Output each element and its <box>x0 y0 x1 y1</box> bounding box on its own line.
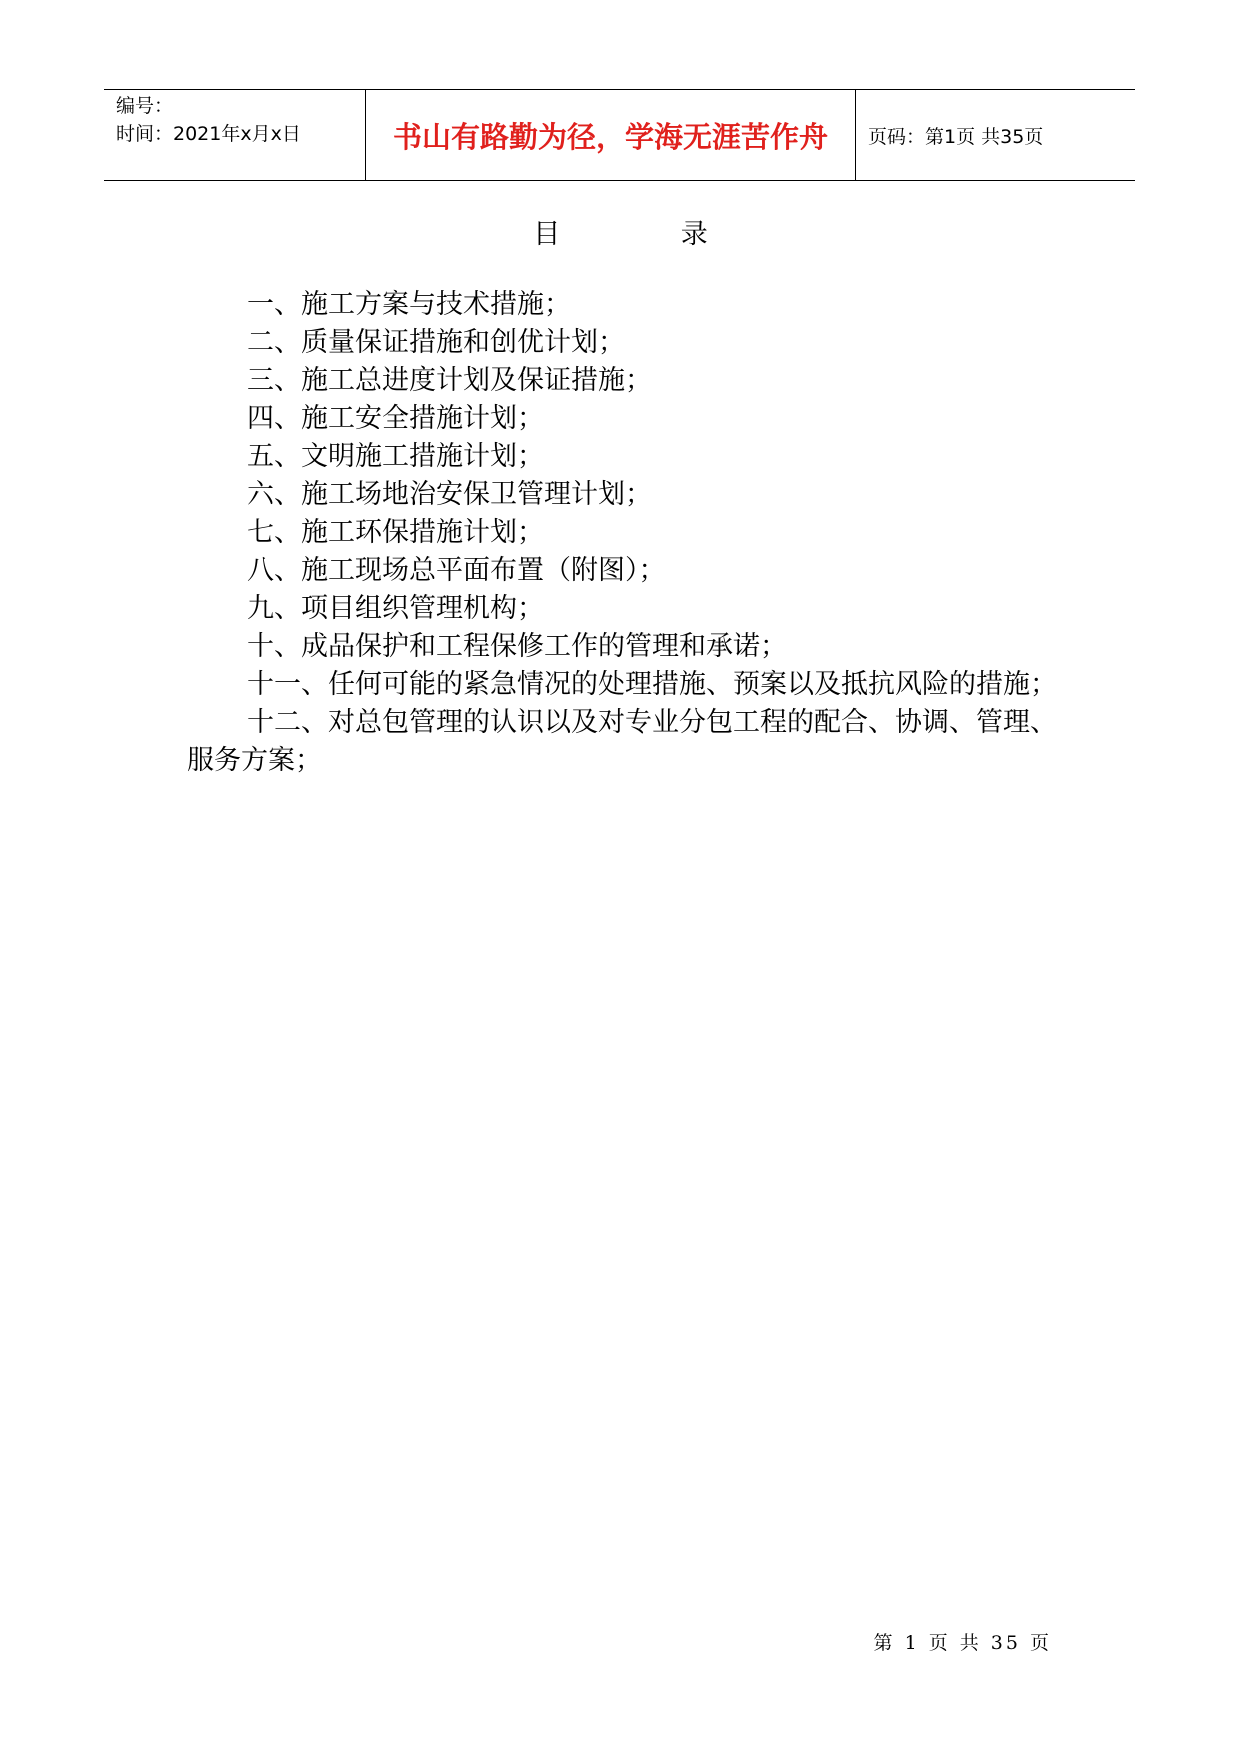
serial-number-label: 编号： <box>116 95 174 117</box>
document-header <box>104 89 1135 181</box>
toc-item: 五、文明施工措施计划； <box>247 441 544 472</box>
toc-item: 二、质量保证措施和创优计划； <box>247 327 625 358</box>
motto-text: 书山有路勤为径，学海无涯苦作舟 <box>392 119 828 154</box>
toc-item: 四、施工安全措施计划； <box>247 403 544 434</box>
toc-item: 八、施工现场总平面布置（附图）； <box>247 555 666 586</box>
toc-item: 十二、对总包管理的认识以及对专业分包工程的配合、协调、管理、服务方案； <box>187 707 1057 776</box>
page-code-label: 页码：第1页 共35页 <box>868 125 1044 148</box>
toc-item: 一、施工方案与技术措施； <box>247 289 571 320</box>
header-motto-cell <box>366 90 856 180</box>
toc-item: 七、施工环保措施计划； <box>247 517 544 548</box>
time-label: 时间：2021年x月x日 <box>116 123 301 145</box>
header-page-cell <box>856 90 1135 180</box>
table-of-contents <box>187 286 1057 780</box>
toc-item: 十一、任何可能的紧急情况的处理措施、预案以及抵抗风险的措施； <box>247 669 1057 700</box>
toc-item: 十、成品保护和工程保修工作的管理和承诺； <box>247 631 787 662</box>
toc-item: 九、项目组织管理机构； <box>247 593 544 624</box>
toc-item: 三、施工总进度计划及保证措施； <box>247 365 652 396</box>
page-footer: 第 1 页 共 35 页 <box>873 1632 1052 1654</box>
toc-item: 六、施工场地治安保卫管理计划； <box>247 479 652 510</box>
header-info-cell <box>104 90 366 180</box>
page-title: 目 录 <box>533 219 764 250</box>
